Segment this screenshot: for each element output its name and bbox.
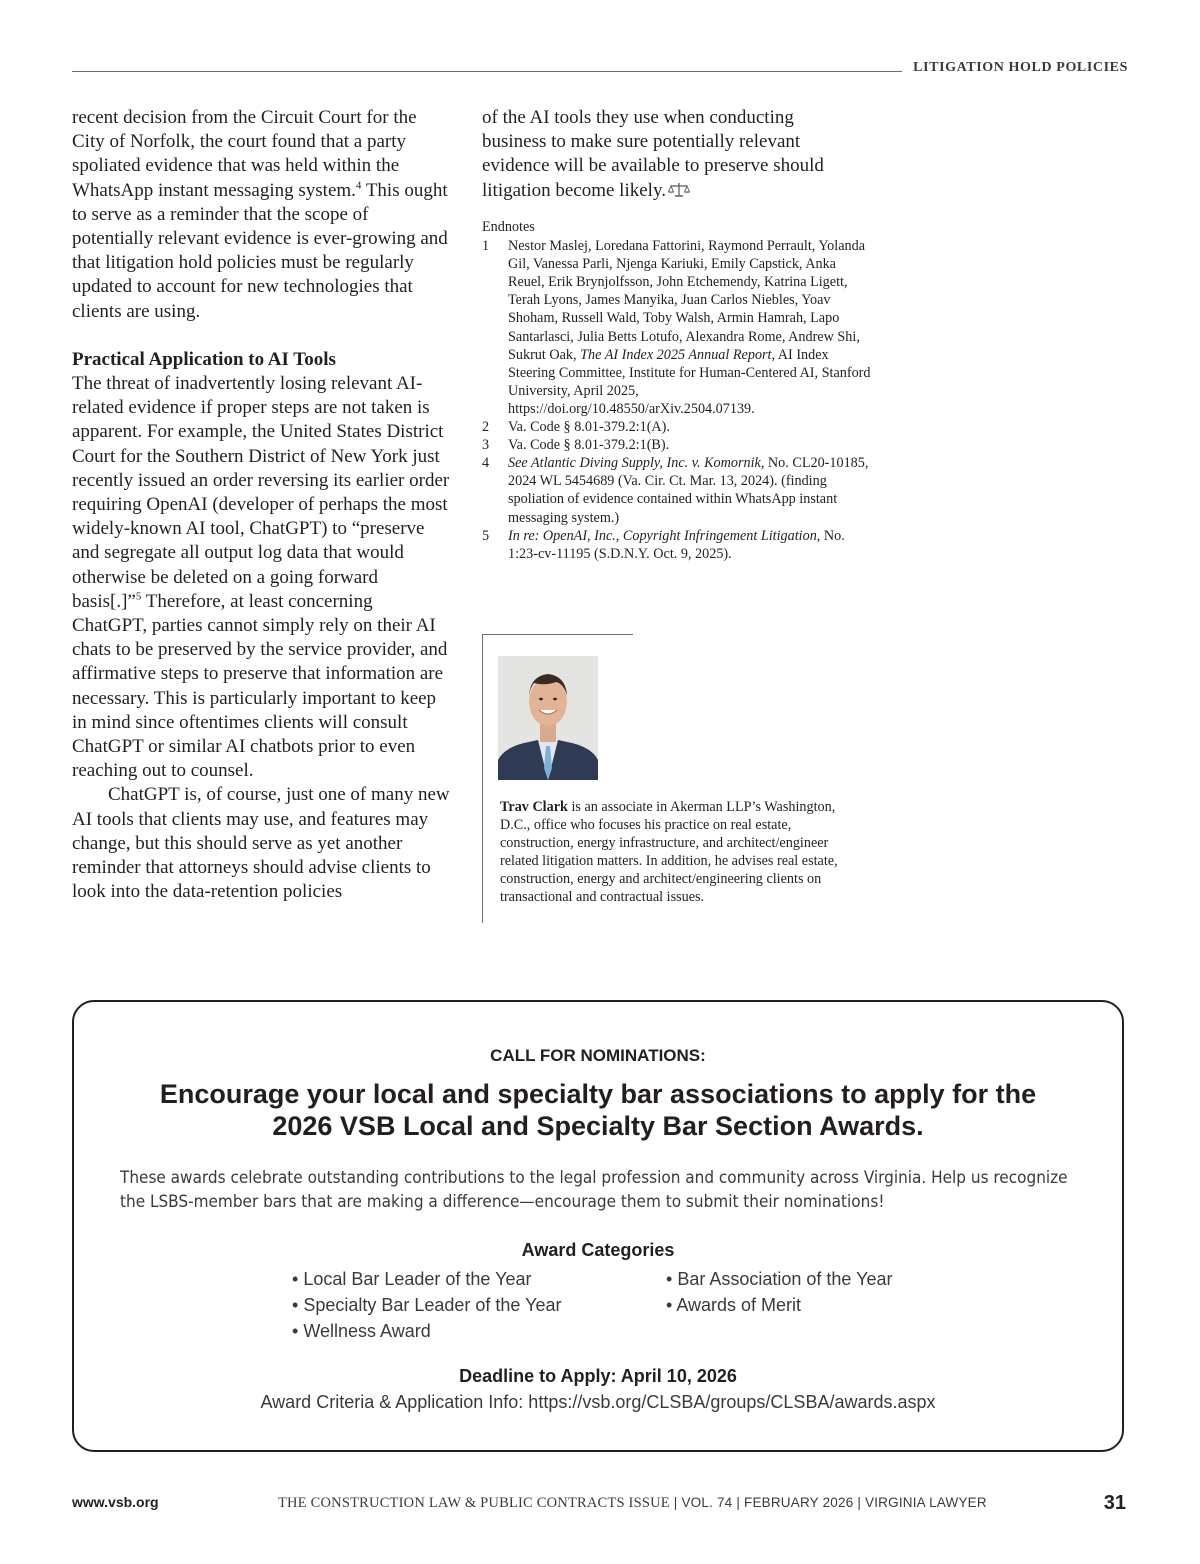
author-bio: Trav Clark is an associate in Akerman LLP’s Washington, D.C., office who focuses his practice on real estate, construction, energy infrastructure, and architect/engineer related litigation matters. In addition, he advises real estate, construction, energy and architect/engineering clients on transactional and contractual issues. [500,799,838,906]
right-column [482,106,862,203]
paragraph: The threat of inadvertently losing relevant AI-related evidence if proper steps are not taken is apparent. For example, the United States District Court for the Southern District of New York just recently issued an order reversing its earlier order requiring OpenAI (developer of perhaps the most widely-known AI tool, ChatGPT) to “preserve and segregate all output log data that would otherwise be deleted on a going forward basis[.]”$^5$ Therefore, at least concerning ChatGPT, parties cannot simply rely on their AI chats to be preserved by the service provider, and affirmative steps to preserve that information are necessary. This is particularly important to keep in mind since oftentimes clients will consult ChatGPT or similar AI chatbots prior to even reaching out to counsel. [72,373,450,782]
paragraph: ChatGPT is, of course, just one of many new AI tools that clients may use, and features may change, but this should serve as yet another reminder that attorneys should advise clients to look into the data-retention policies [72,784,450,903]
list-item: • Bar Association of the Year [666,1269,893,1289]
left-column [72,106,450,905]
footer-issue-line: THE CONSTRUCTION LAW & PUBLIC CONTRACTS ISSUE | VOL. 74 | FEBRUARY 2026 | VIRGINIA LAWYER [278,1495,987,1511]
award-categories-list [292,1266,562,1344]
criteria-link[interactable]: Award Criteria & Application Info: https://vsb.org/CLSBA/groups/CLSBA/awards.aspx [260,1392,936,1412]
paragraph: recent decision from the Circuit Court for the City of Norfolk, the court found that a party spoliated evidence that was held within the WhatsApp instant messaging system.$^4$ This ought to serve as a reminder that the scope of potentially relevant evidence is ever-growing and that litigation hold policies must be regularly updated to account for new technologies that clients are using. [72,107,448,322]
list-item: • Local Bar Leader of the Year [292,1269,532,1289]
paragraph: of the AI tools they use when conducting business to make sure potentially relevant evidence will be available to preserve should litigation become likely. [482,107,824,201]
footnote-ref: 4 [355,179,362,192]
endnote-item: 2 Va. Code § 8.01-379.2:1(A). [482,419,670,436]
author-photo [498,656,598,780]
award-categories-list [666,1266,892,1318]
endnote-item: 1 Nestor Maslej, Loredana Fattorini, Raymond Perrault, Yolanda Gil, Vanessa Parli, Njenga Kariuki, Emily Capstick, Anka Reuel, Erik Brynjolfsson, John Etchemendy, Katrina Ligett, Terah Lyons, James Manyika, Juan Carlos Niebles, Yoav Shoham, Russell Wald, Toby Walsh, Armin Hamrah, Lapo Santarlasci, Julia Betts Lotufo, Alexandra Rome, Andrew Shi, Sukrut Oak, The AI Index 2025 Annual Report, AI Index Steering Committee, Institute for Human-Centered AI, Stanford University, April 2025, https://doi.org/10.48550/arXiv.2504.07139. [482,238,871,417]
endnote-item: 4 See Atlantic Diving Supply, Inc. v. Komornik, No. CL20-10185, 2024 WL 5454689 (Va. Cir. Ct. Mar. 13, 2024). (finding spoliation of evidence contained within WhatsApp instant messaging system.) [482,455,869,526]
list-item: • Awards of Merit [666,1295,802,1315]
endnote-item: 5 In re: OpenAI, Inc., Copyright Infringement Litigation, No. 1:23-cv-11195 (S.D.N.Y. Oct. 9, 2025). [482,527,845,562]
deadline: Deadline to Apply: April 10, 2026 [459,1366,737,1386]
list-item: • Wellness Award [292,1321,431,1341]
list-item: • Specialty Bar Leader of the Year [292,1295,562,1315]
endnote-item: 3 Va. Code § 8.01-379.2:1(B). [482,437,670,454]
callout-headline: Encourage your local and specialty bar associations to apply for the 2026 VSB Local and Specialty Bar Section Awards. [159,1079,1037,1141]
author-name: Trav Clark [500,799,568,815]
nominations-callout-box [72,1000,1124,1452]
footer-website-link[interactable]: www.vsb.org [72,1494,159,1510]
page-number: 31 [1103,1492,1126,1514]
endnotes [482,218,872,563]
section-heading: Practical Application to AI Tools [72,348,336,370]
footnote-ref: 5 [135,590,142,603]
scales-of-justice-icon [668,182,690,198]
running-head: LITIGATION HOLD POLICIES [913,60,1128,75]
callout-kicker: CALL FOR NOMINATIONS: [490,1046,706,1065]
callout-body: These awards celebrate outstanding contributions to the legal profession and community across Virginia. Help us recognize the LSBS-member bars that are making a difference—encourage them to submit their nominations! [120,1168,1068,1212]
header-rule [72,71,902,72]
award-categories-title: Award Categories [521,1240,675,1260]
endnotes-title: Endnotes [482,219,535,235]
